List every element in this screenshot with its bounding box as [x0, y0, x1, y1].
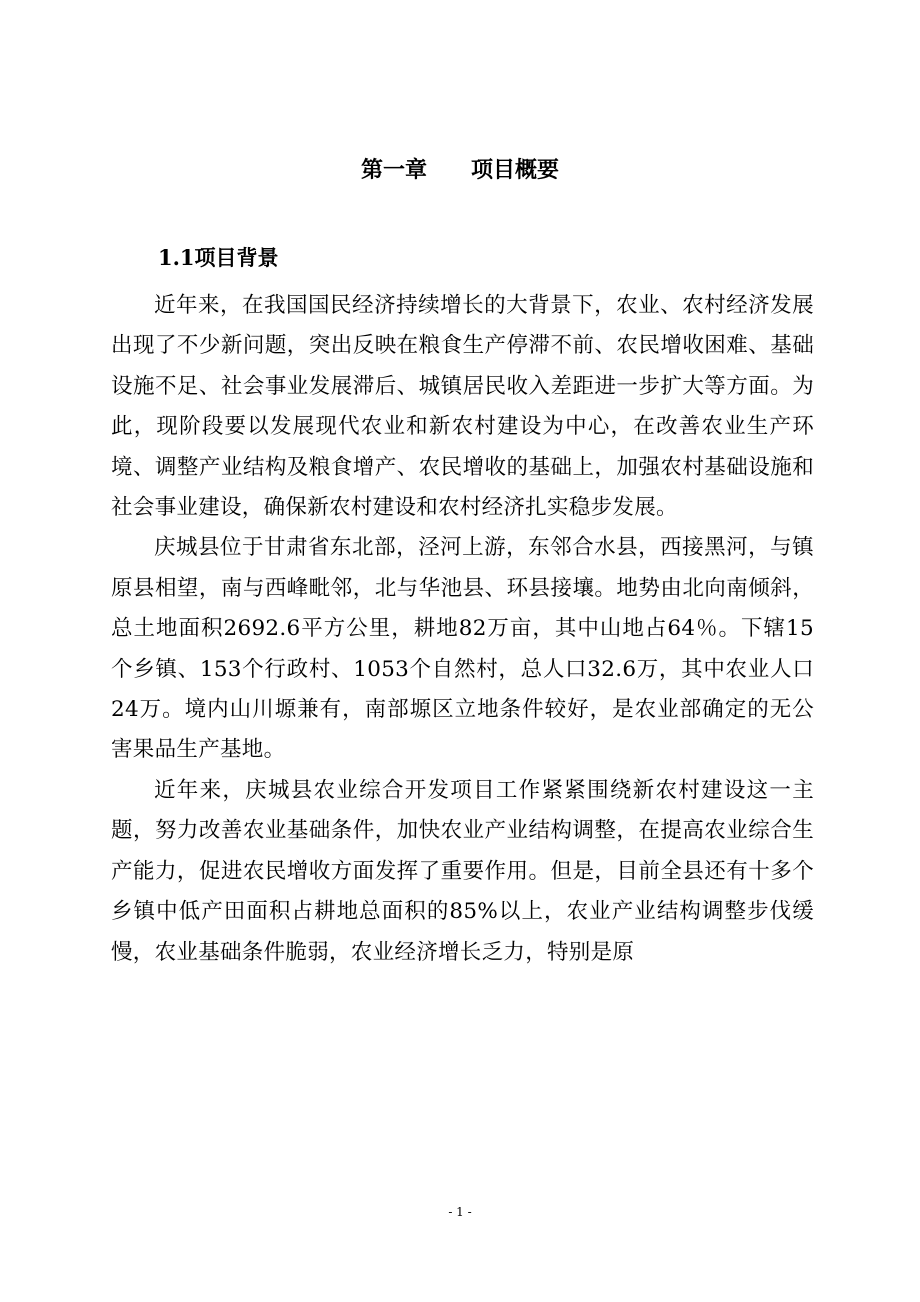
chapter-title: 第一章 项目概要: [360, 157, 559, 183]
body-text: [111, 286, 814, 973]
page-number: - 1 -: [448, 1205, 472, 1219]
paragraph: 庆城县位于甘肃省东北部，泾河上游，东邻合水县，西接黑河，与镇原县相望，南与西峰毗邻，北与华池县、环县接壤。地势由北向南倾斜，总土地面积2692.6平方公里，耕地82万亩，其中山地占64％。下辖15个乡镇、153个行政村、1053个自然村，总人口32.6万，其中农业人口24万。境内山川塬兼有，南部塬区立地条件较好，是农业部确定的无公害果品生产基地。: [111, 535, 814, 763]
paragraph: 近年来，在我国国民经济持续增长的大背景下，农业、农村经济发展出现了不少新问题，突出反映在粮食生产停滞不前、农民增收困难、基础设施不足、社会事业发展滞后、城镇居民收入差距进一步扩大等方面。为此，现阶段要以发展现代农业和新农村建设为中心，在改善农业生产环境、调整产业结构及粮食增产、农民增收的基础上，加强农村基础设施和社会事业建设，确保新农村建设和农村经济扎实稳步发展。: [111, 293, 814, 521]
paragraph: 近年来，庆城县农业综合开发项目工作紧紧围绕新农村建设这一主题，努力改善农业基础条件，加快农业产业结构调整，在提高农业综合生产能力，促进农民增收方面发挥了重要作用。但是，目前全县还有十多个乡镇中低产田面积占耕地总面积的85%以上，农业产业结构调整步伐缓慢，农业基础条件脆弱，农业经济增长乏力，特别是原: [111, 777, 814, 965]
section-title: 1.1项目背景: [158, 245, 279, 270]
